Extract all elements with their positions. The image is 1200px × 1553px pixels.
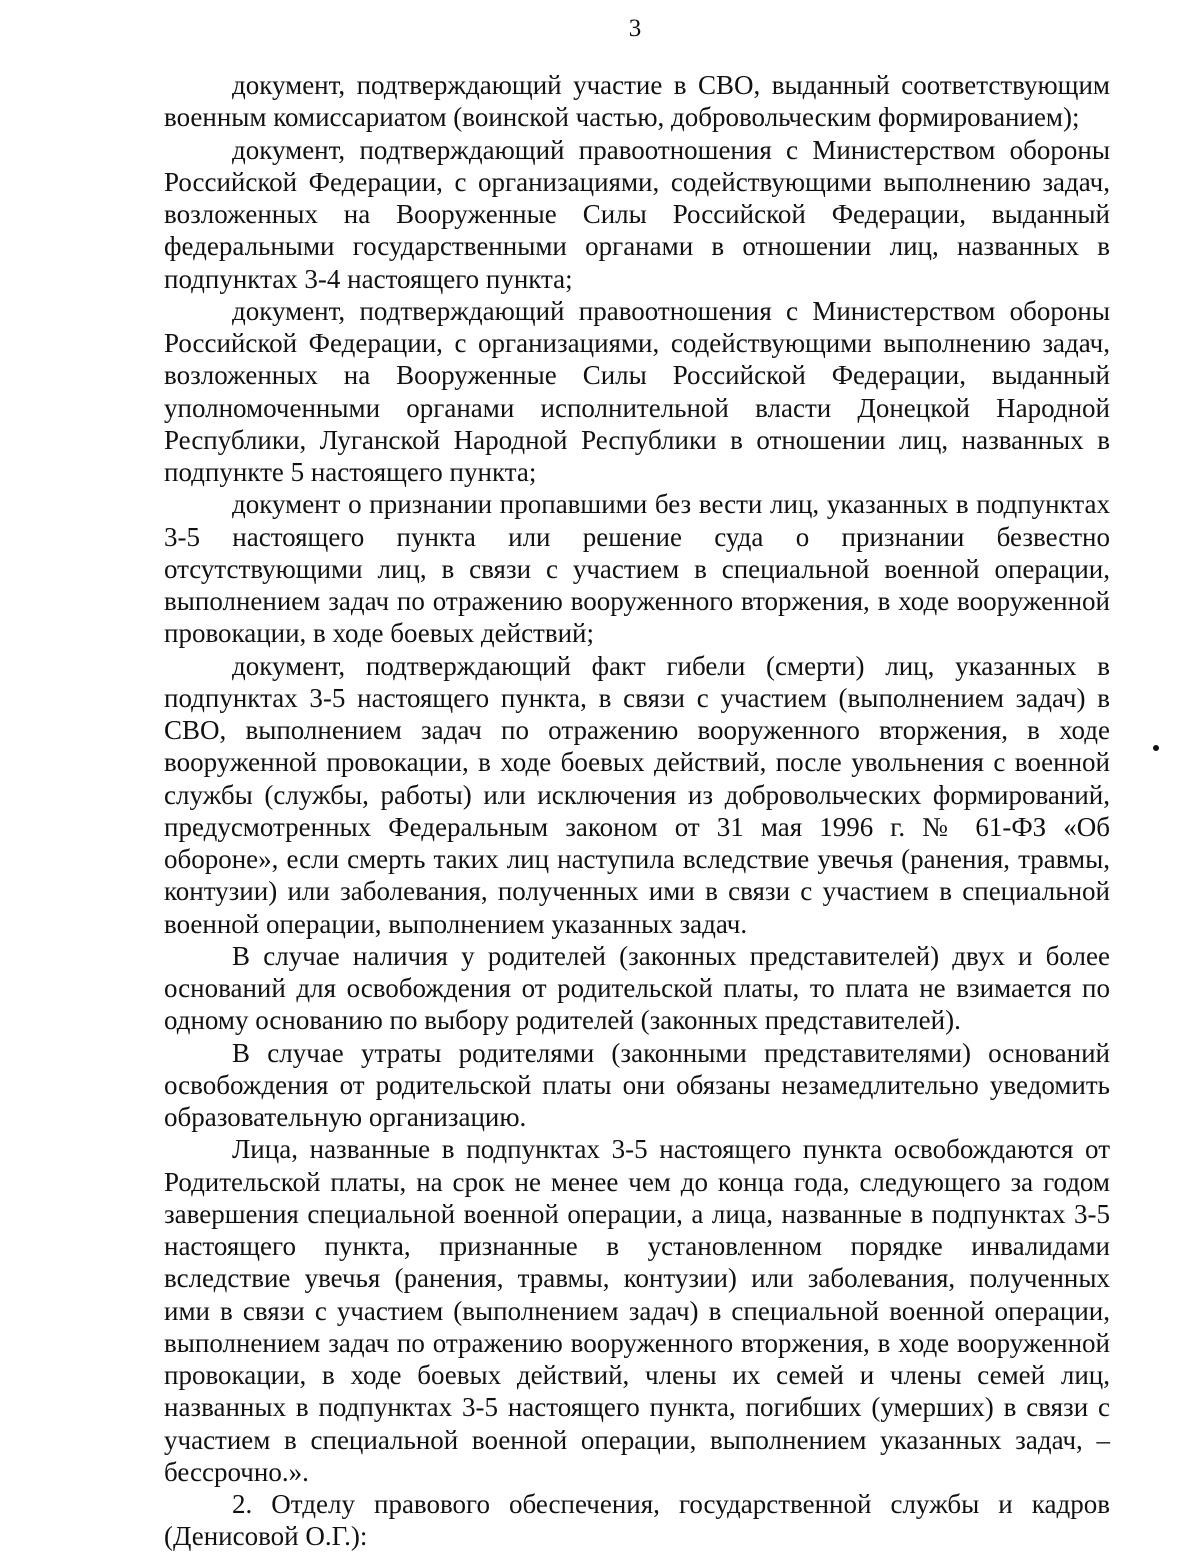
paragraph-exemption-term: Лица, названные в подпунктах 3-5 настоящего пункта освобождаются от Родительской платы, на срок не менее чем до конца года, следующего за годом завершения специальной военной операции, а лица, названные в подпунктах 3-5 настоящего пункта, признанные в установленном порядке инвалидами вследствие увечья (ранения, травмы, контузии) или заболевания, полученных ими в связи с участием (выполнением задач) в специальной военной операции, выполнением задач по отражению вооруженного вторжения, в ходе вооруженной провокации, в ходе боевых действий, члены их семей и члены семей лиц, названных в подпунктах 3-5 настоящего пункта, погибших (умерших) в связи с участием в специальной военной операции, выполнением указанных задач, – бессрочно.». <box>164 1134 1110 1487</box>
paragraph-dnr-lnr-document: документ, подтверждающий правоотношения с Министерством обороны Российской Федерации, с организациями, содействующими выполнению задач, возложенных на Вооруженные Силы Российской Федерации, выданный уполномоченными органами исполнительной власти Донецкой Народной Республики, Луганской Народной Республики в отношении лиц, названных в подпункте 5 настоящего пункта; <box>164 295 1110 487</box>
scan-dot-mark <box>1153 745 1159 751</box>
paragraph-federal-bodies-document: документ, подтверждающий правоотношения с Министерством обороны Российской Федерации, с организациями, содействующими выполнению задач, возложенных на Вооруженные Силы Российской Федерации, выданный федеральными государственными органами в отношении лиц, названных в подпунктах 3-4 настоящего пункта; <box>164 134 1110 294</box>
paragraph-svo-participation-document: документ, подтверждающий участие в СВО, выданный соответствующим военным комиссариатом (воинской частью, добровольческим формированием); <box>164 70 1110 133</box>
paragraph-multiple-grounds: В случае наличия у родителей (законных представителей) двух и более оснований для освобождения от родительской платы, то плата не взимается по одному основанию по выбору родителей (законных представителей). <box>164 940 1110 1036</box>
paragraph-missing-persons-document: документ о признании пропавшими без вести лиц, указанных в подпунктах 3-5 настоящего пункта или решение суда о признании безвестно отсутствующими лиц, в связи с участием в специальной военной операции, выполнением задач по отражению вооруженного вторжения, в ходе вооруженной провокации, в ходе боевых действий; <box>164 489 1110 649</box>
paragraph-death-confirmation-document: документ, подтверждающий факт гибели (смерти) лиц, указанных в подпунктах 3-5 настоящего пункта, в связи с участием (выполнением задач) в СВО, выполнением задач по отражению вооруженного вторжения, в ходе вооруженной провокации, в ходе боевых действий, после увольнения с военной службы (службы, работы) или исключения из добровольческих формирований, предусмотренных Федеральным законом от 31 мая 1996 г. № 61-ФЗ «Об обороне», если смерть таких лиц наступила вследствие увечья (ранения, травмы, контузии) или заболевания, полученных ими в связи с участием в специальной военной операции, выполнением указанных задач. <box>164 650 1110 939</box>
document-body <box>164 69 1110 1553</box>
paragraph-legal-department-instruction: 2. Отделу правового обеспечения, государственной службы и кадров (Денисовой О.Г.): <box>164 1489 1110 1552</box>
page-number: 3 <box>628 15 642 42</box>
paragraph-loss-of-grounds: В случае утраты родителями (законными представителями) оснований освобождения от родительской платы они обязаны незамедлительно уведомить образовательную организацию. <box>164 1037 1110 1132</box>
